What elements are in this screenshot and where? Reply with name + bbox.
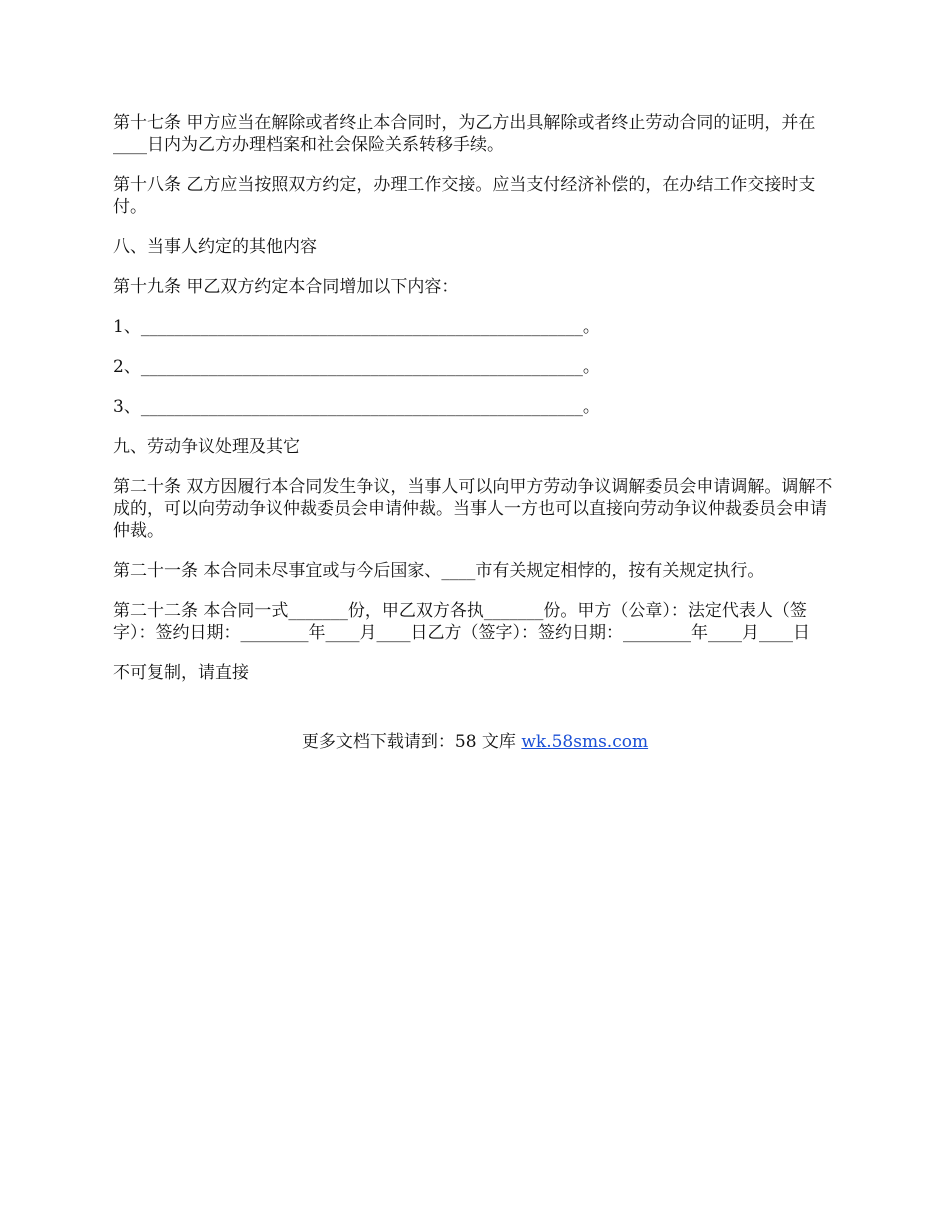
clause-18: 第十八条 乙方应当按照双方约定，办理工作交接。应当支付经济补偿的，在办结工作交接时支付。 (113, 175, 816, 217)
copy-notice: 不可复制，请直接 (113, 663, 249, 683)
document-body (113, 112, 841, 702)
clause-21: 第二十一条 本合同未尽事宜或与今后国家、____市有关规定相悖的，按有关规定执行。 (113, 561, 765, 581)
section-heading-9: 九、劳动争议处理及其它 (113, 437, 300, 457)
clause-17: 第十七条 甲方应当在解除或者终止本合同时，为乙方出具解除或者终止劳动合同的证明，并在____日内为乙方办理档案和社会保险关系转移手续。 (113, 113, 816, 155)
footer-link[interactable]: wk.58sms.com (521, 732, 649, 752)
clause-19: 第十九条 甲乙双方约定本合同增加以下内容： (113, 277, 459, 297)
footer-text: 更多文档下载请到：58 文库 (301, 732, 522, 752)
blank-item-2: 2、____________________________________________________。 (113, 357, 600, 377)
blank-item-1: 1、____________________________________________________。 (113, 317, 600, 337)
clause-22: 第二十二条 本合同一式_______份，甲乙双方各执_______份。甲方（公章）：法定代表人（签字）：签约日期：________年____月____日乙方（签字）：签约日期：________年____月____日 (113, 601, 810, 643)
section-heading-8: 八、当事人约定的其他内容 (113, 237, 317, 257)
blank-item-3: 3、____________________________________________________。 (113, 397, 600, 417)
footer (0, 731, 950, 753)
clause-20: 第二十条 双方因履行本合同发生争议，当事人可以向甲方劳动争议调解委员会申请调解。调解不成的，可以向劳动争议仲裁委员会申请仲裁。当事人一方也可以直接向劳动争议仲裁委员会申请仲裁。 (113, 477, 833, 541)
